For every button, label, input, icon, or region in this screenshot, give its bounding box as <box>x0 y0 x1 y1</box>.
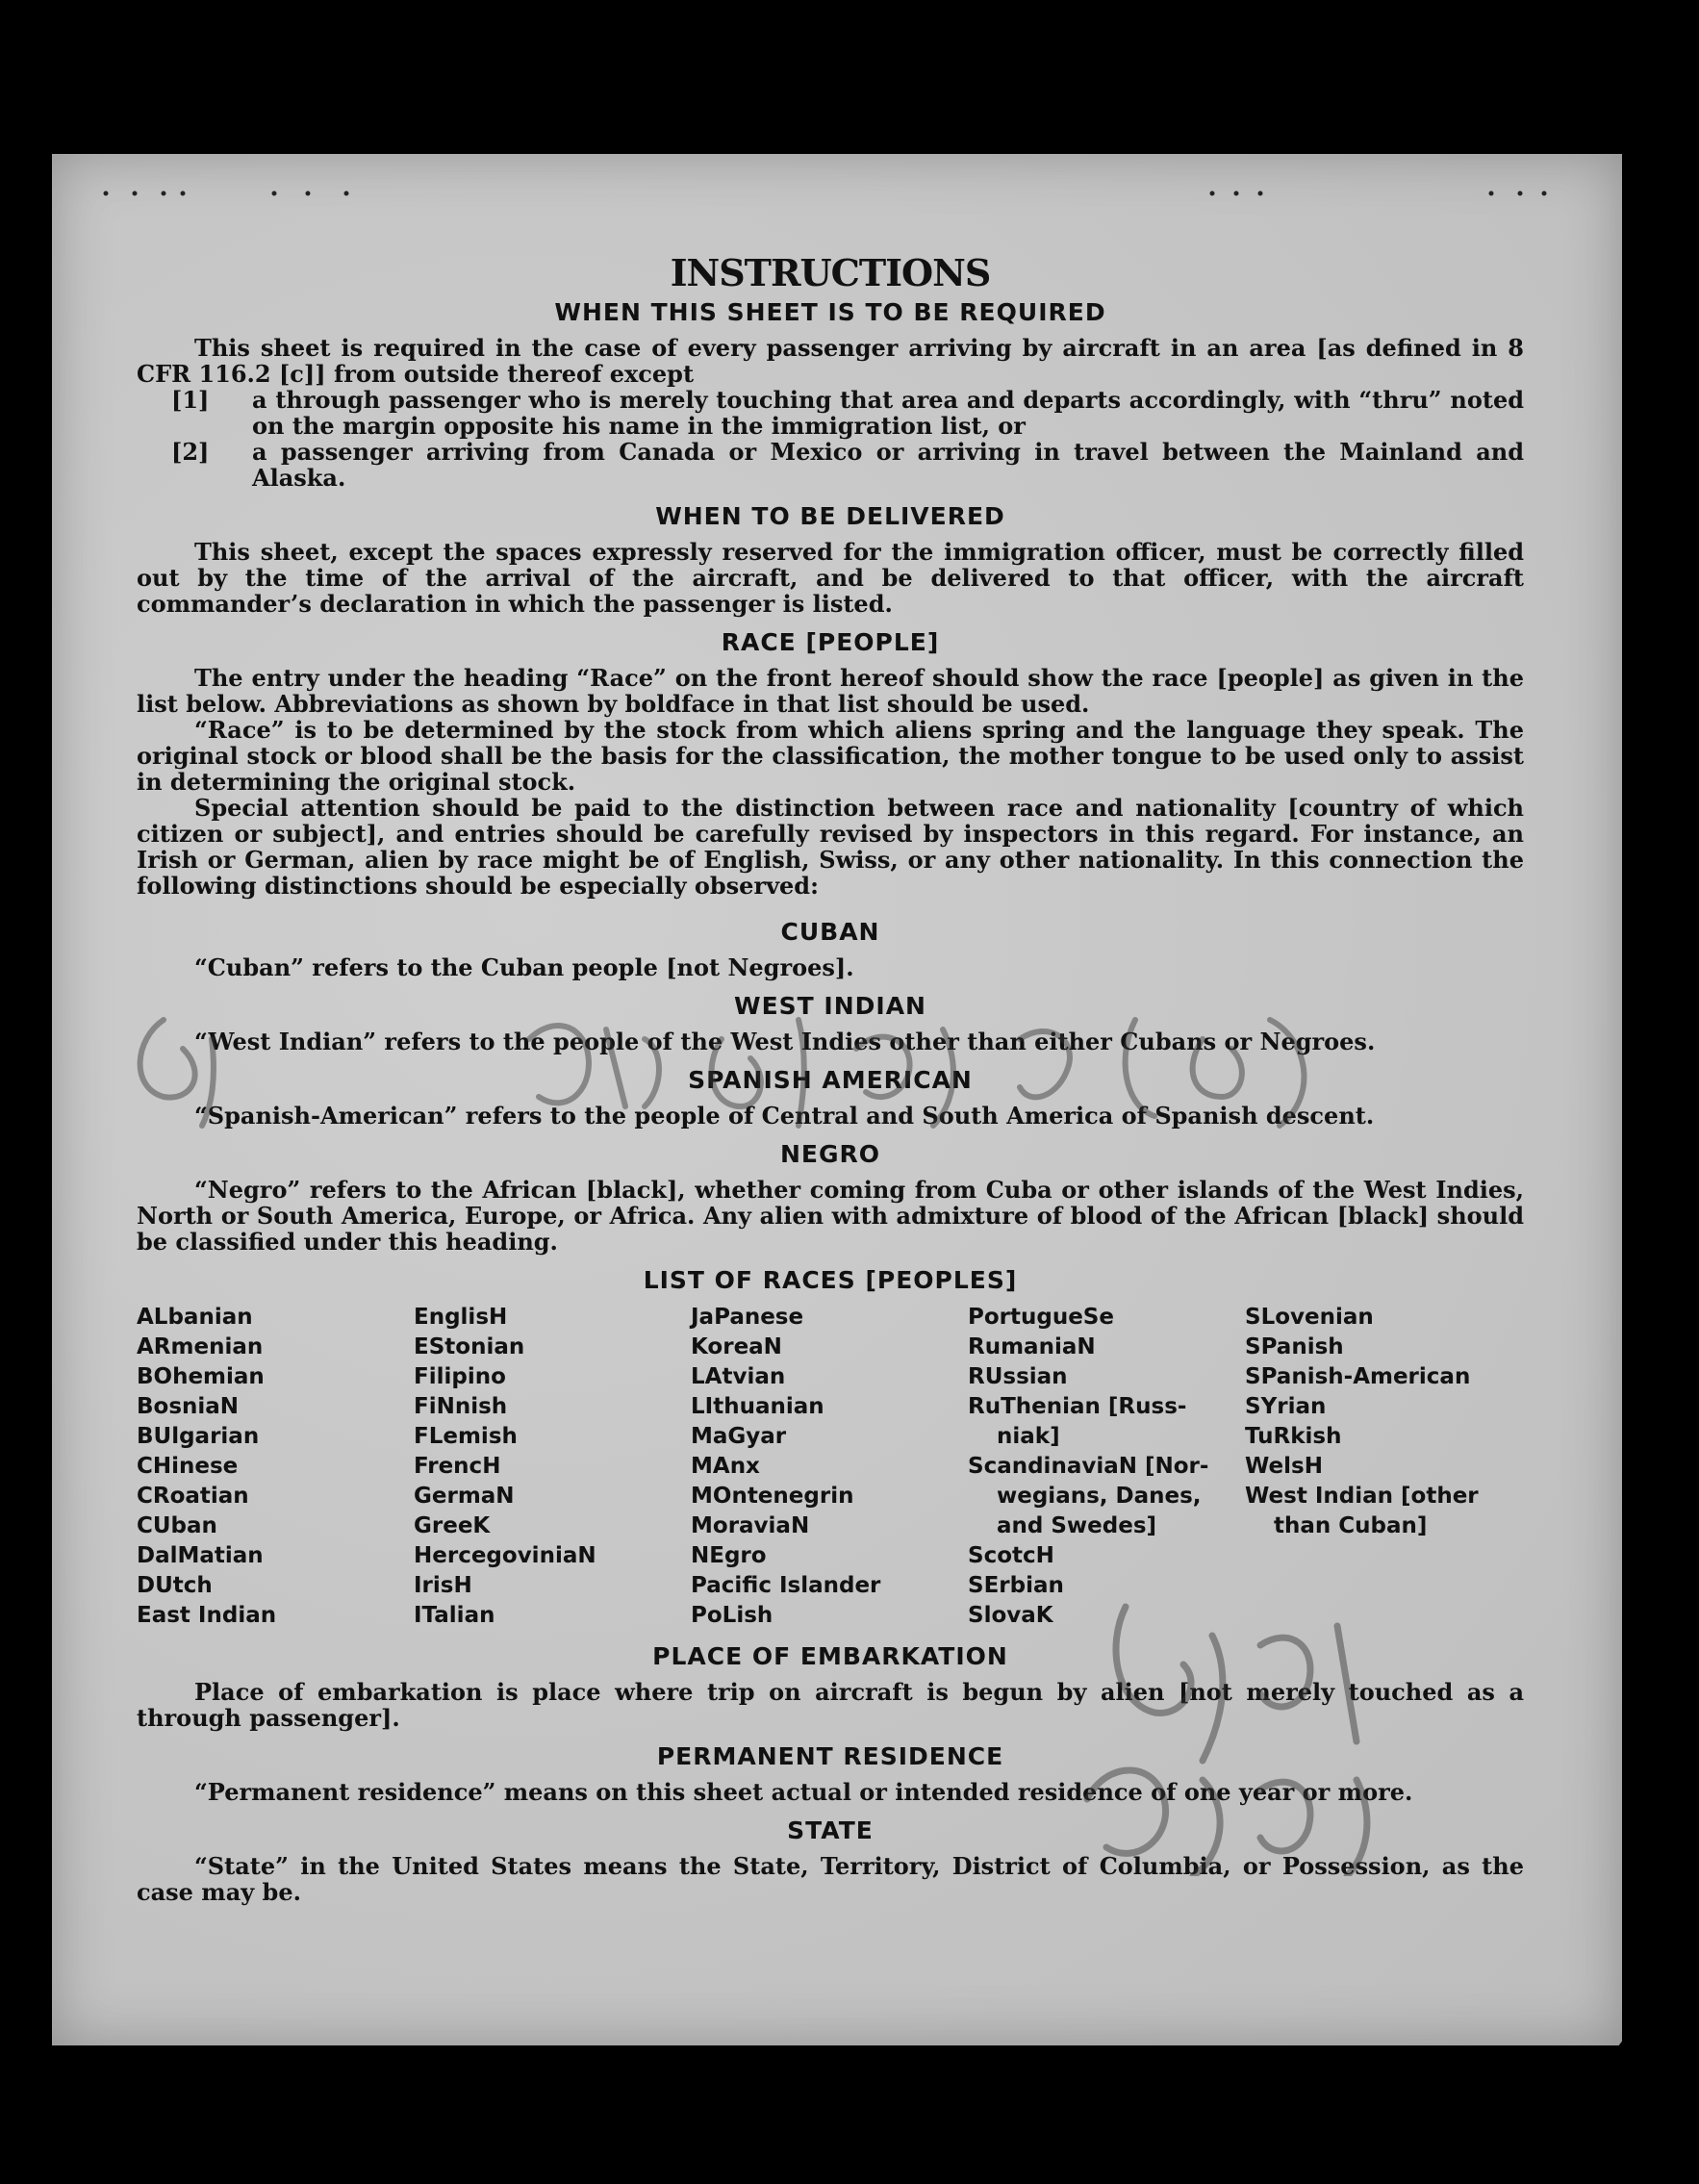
heading-permanent-residence: PERMANENT RESIDENCE <box>656 1742 1004 1770</box>
races-table <box>137 1303 1524 1631</box>
race-entry: West Indian [other <box>1245 1484 1479 1509</box>
exception-text: a passenger arriving from Canada or Mexico or arriving in travel between the Mainland and Alaska. <box>252 438 1524 492</box>
race-entry: SPanish <box>1245 1334 1344 1359</box>
race-entry: SErbian <box>968 1573 1064 1598</box>
heading-west-indian: WEST INDIAN <box>734 992 926 1020</box>
heading-negro: NEGRO <box>779 1140 881 1168</box>
punch-marks <box>96 189 1597 198</box>
race-entry: FLemish <box>414 1424 518 1449</box>
race-entry: and Swedes] <box>997 1513 1157 1538</box>
race-entry: Filipino <box>414 1364 506 1389</box>
when-delivered-text: This sheet, except the spaces expressly reserved for the immigration officer, must be correctly filled out by the time of the arrival of the aircraft, and be delivered to that officer, with the aircraft commander’s declaration in which the passenger is listed. <box>137 538 1524 618</box>
race-entry: CRoatian <box>137 1484 249 1509</box>
exception-item-1 <box>171 386 1524 440</box>
race-paragraph: The entry under the heading “Race” on the front hereof should show the race [people] as given in the list below. Abbreviations as shown by boldface in that list should be used. <box>137 664 1524 718</box>
permanent-residence-text: “Permanent residence” means on this sheet actual or intended residence of one year or more. <box>194 1778 1413 1806</box>
race-entry: CHinese <box>137 1454 239 1479</box>
race-entry: RumaniaN <box>968 1334 1096 1359</box>
instructions-content <box>137 252 1524 1905</box>
race-entry: SLovenian <box>1245 1305 1374 1330</box>
heading-state: STATE <box>787 1816 874 1844</box>
race-entry: MAnx <box>691 1454 760 1479</box>
exception-text: a through passenger who is merely touching that area and departs accordingly, with “thru” noted on the margin opposite his name in the immigration list, or <box>252 386 1524 440</box>
race-entry: NEgro <box>691 1543 767 1568</box>
race-entry: RUssian <box>968 1364 1068 1389</box>
races-column <box>414 1303 691 1631</box>
spanish-american-text: “Spanish-American” refers to the people of Central and South America of Spanish descent. <box>194 1102 1375 1130</box>
race-entry: ScandinaviaN [Nor- <box>968 1454 1209 1479</box>
race-paragraph: Special attention should be paid to the distinction between race and nationality [country of which citizen or subject], and entries should be carefully revised by inspectors in this regard. For instance, an Irish or German, alien by race might be of English, Swiss, or any other nationality. In this connection the following distinctions should be especially observed: <box>137 794 1524 900</box>
race-entry: IrisH <box>414 1573 472 1598</box>
race-entry: SYrian <box>1245 1394 1327 1419</box>
races-column <box>137 1303 414 1631</box>
race-entry: RuThenian [Russ- <box>968 1394 1187 1419</box>
when-required-intro: This sheet is required in the case of every passenger arriving by aircraft in an area [as defined in 8 CFR 116.2 [c]] from outside thereof except <box>137 334 1524 388</box>
heading-when-delivered: WHEN TO BE DELIVERED <box>655 502 1005 530</box>
exception-number: [2] <box>171 438 210 466</box>
race-entry: HercegoviniaN <box>414 1543 596 1568</box>
race-entry: EStonian <box>414 1334 525 1359</box>
heading-place-of-embarkation: PLACE OF EMBARKATION <box>652 1642 1008 1670</box>
state-text: “State” in the United States means the State, Territory, District of Columbia, or Possession, as the case may be. <box>137 1852 1524 1906</box>
race-entry: MaGyar <box>691 1424 787 1449</box>
race-entry: East Indian <box>137 1603 277 1628</box>
race-entry: FiNnish <box>414 1394 508 1419</box>
race-entry: GermaN <box>414 1484 515 1509</box>
heading-when-required: WHEN THIS SHEET IS TO BE REQUIRED <box>554 298 1106 326</box>
heading-spanish-american: SPANISH AMERICAN <box>688 1066 973 1094</box>
heading-list-of-races: LIST OF RACES [PEOPLES] <box>643 1266 1018 1294</box>
race-entry: LAtvian <box>691 1364 786 1389</box>
heading-race: RACE [PEOPLE] <box>721 628 940 656</box>
exception-item-2 <box>171 438 1524 492</box>
race-entry: PortugueSe <box>968 1305 1114 1330</box>
race-entry: Pacific Islander <box>691 1573 881 1598</box>
race-entry: ARmenian <box>137 1334 264 1359</box>
race-entry: ITalian <box>414 1603 495 1628</box>
races-column <box>1245 1303 1524 1631</box>
folded-corner <box>1514 1972 1674 2184</box>
race-entry: BosniaN <box>137 1394 240 1419</box>
race-entry: SlovaK <box>968 1603 1053 1628</box>
race-entry: wegians, Danes, <box>997 1484 1202 1509</box>
race-entry: ScotcH <box>968 1543 1054 1568</box>
races-column <box>691 1303 968 1631</box>
race-entry: than Cuban] <box>1274 1513 1428 1538</box>
race-entry: SPanish-American <box>1245 1364 1471 1389</box>
cuban-text: “Cuban” refers to the Cuban people [not Negroes]. <box>194 953 854 981</box>
race-entry: JaPanese <box>691 1305 804 1330</box>
race-entry: FrencH <box>414 1454 501 1479</box>
heading-cuban: CUBAN <box>780 918 880 946</box>
race-entry: BUlgarian <box>137 1424 260 1449</box>
race-entry: MoraviaN <box>691 1513 810 1538</box>
race-entry: LIthuanian <box>691 1394 824 1419</box>
west-indian-text: “West Indian” refers to the people of the West Indies other than either Cubans or Negroes. <box>194 1028 1376 1055</box>
race-entry: BOhemian <box>137 1364 265 1389</box>
race-entry: niak] <box>997 1424 1060 1449</box>
race-paragraph: “Race” is to be determined by the stock from which aliens spring and the language they speak. The original stock or blood shall be the basis for the classification, the mother tongue to be used only to assist in determining the original stock. <box>137 716 1524 796</box>
race-entry: TuRkish <box>1245 1424 1342 1449</box>
race-entry: PoLish <box>691 1603 773 1628</box>
race-entry: DUtch <box>137 1573 213 1598</box>
race-entry: DalMatian <box>137 1543 264 1568</box>
race-entry: KoreaN <box>691 1334 782 1359</box>
negro-text: “Negro” refers to the African [black], whether coming from Cuba or other islands of the West Indies, North or South America, Europe, or Africa. Any alien with admixture of blood of the African [black] should be classified under this heading. <box>137 1176 1524 1256</box>
exception-number: [1] <box>171 386 210 414</box>
race-entry: GreeK <box>414 1513 491 1538</box>
race-entry: CUban <box>137 1513 217 1538</box>
races-column <box>968 1303 1245 1631</box>
race-entry: MOntenegrin <box>691 1484 854 1509</box>
race-entry: WelsH <box>1245 1454 1323 1479</box>
race-entry: ALbanian <box>137 1305 253 1330</box>
page-title: INSTRUCTIONS <box>670 251 991 294</box>
race-entry: EnglisH <box>414 1305 508 1330</box>
place-of-embarkation-text: Place of embarkation is place where trip on aircraft is begun by alien [not merely touched as a through passenger]. <box>137 1678 1524 1732</box>
